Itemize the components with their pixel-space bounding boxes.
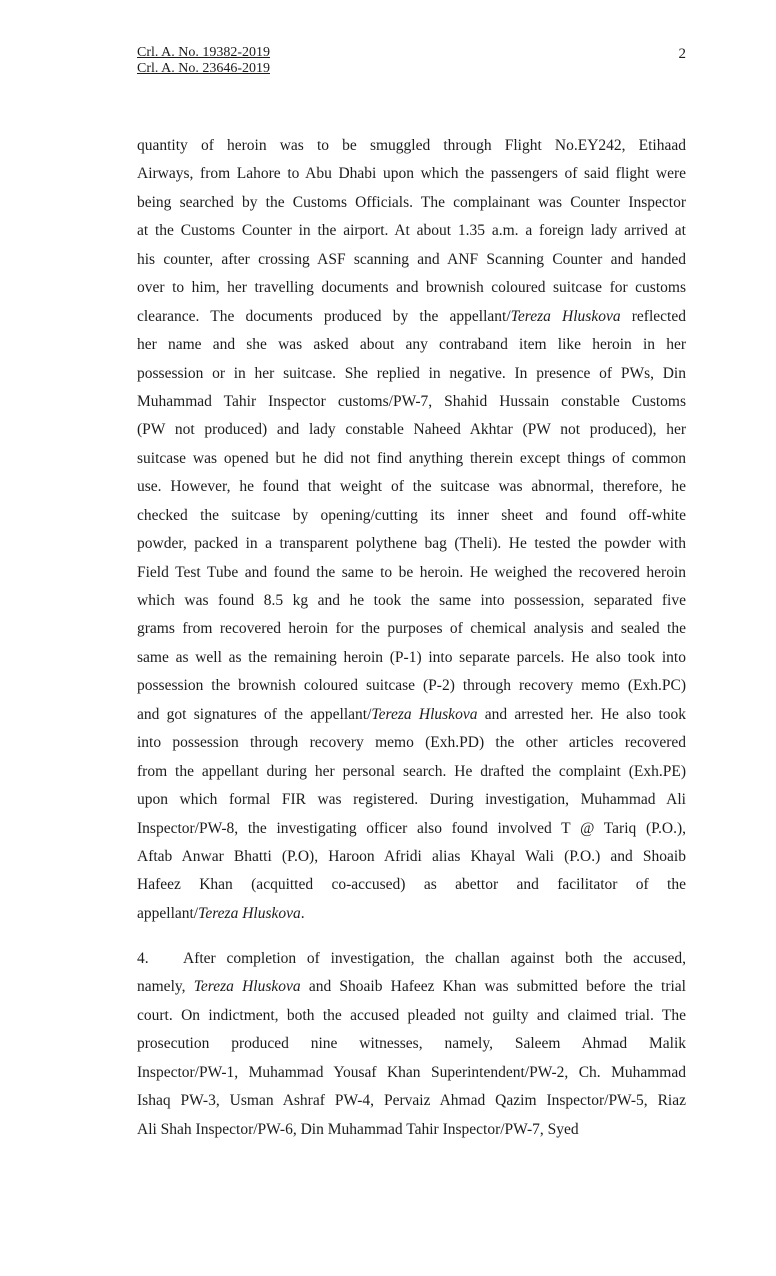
paragraph-4 bbox=[137, 945, 686, 1144]
page-number: 2 bbox=[678, 46, 686, 62]
text-segment: Aftab Anwar Bhatti (P.O), Haroon Afridi alias Khayal Wali (P.O.) and Shoaib bbox=[137, 847, 686, 865]
text-segment: court. On indictment, both the accused pleaded not guilty and claimed trial. The bbox=[137, 1006, 686, 1024]
text-segment: her name and she was asked about any contraband item like heroin in her bbox=[137, 336, 686, 354]
text-segment: Ali Shah Inspector/PW-6, Din Muhammad Tahir Inspector/PW-7, Syed bbox=[137, 1120, 579, 1138]
text-segment: Hafeez Khan (acquitted co-accused) as abettor and facilitator of the bbox=[137, 876, 686, 894]
text-segment: reflected bbox=[620, 307, 686, 325]
italic-name: Tereza Hluskova bbox=[510, 307, 621, 325]
text-line bbox=[137, 274, 686, 302]
text-line bbox=[137, 217, 686, 245]
text-segment: . bbox=[300, 904, 305, 922]
text-segment: his counter, after crossing ASF scanning and ANF Scanning Counter and handed bbox=[137, 250, 686, 268]
text-segment: Airways, from Lahore to Abu Dhabi upon which the passengers of said flight were bbox=[137, 165, 686, 183]
text-line bbox=[137, 132, 686, 160]
italic-name: Tereza Hluskova bbox=[198, 904, 301, 922]
text-segment: quantity of heroin was to be smuggled through Flight No.EY242, Etihaad bbox=[137, 137, 686, 154]
text-line bbox=[137, 900, 686, 928]
text-line bbox=[137, 672, 686, 700]
text-line bbox=[137, 530, 686, 558]
text-line bbox=[137, 701, 686, 729]
text-line bbox=[137, 587, 686, 615]
text-segment: powder, packed in a transparent polythene bag (Theli). He tested the powder with bbox=[137, 535, 686, 553]
text-segment: clearance. The documents produced by the appellant/ bbox=[137, 307, 511, 325]
text-line bbox=[137, 303, 686, 331]
text-segment: possession the brownish coloured suitcase (P-2) through recovery memo (Exh.PC) bbox=[137, 677, 686, 695]
text-line bbox=[137, 360, 686, 388]
text-line bbox=[137, 331, 686, 359]
text-segment: from the appellant during her personal search. He drafted the complaint (Exh.PE) bbox=[137, 762, 686, 780]
text-segment: prosecution produced nine witnesses, namely, Saleem Ahmad Malik bbox=[137, 1035, 686, 1053]
text-line bbox=[137, 615, 686, 643]
text-segment: namely, bbox=[137, 978, 194, 996]
text-segment: Inspector/PW-1, Muhammad Yousaf Khan Superintendent/PW-2, Ch. Muhammad bbox=[137, 1063, 686, 1081]
text-segment: upon which formal FIR was registered. During investigation, Muhammad Ali bbox=[137, 791, 686, 809]
text-segment: checked the suitcase by opening/cutting its inner sheet and found off-white bbox=[137, 506, 686, 524]
text-segment: being searched by the Customs Officials. The complainant was Counter Inspector bbox=[137, 193, 686, 211]
text-segment: use. However, he found that weight of the suitcase was abnormal, therefore, he bbox=[137, 478, 686, 496]
text-line bbox=[137, 388, 686, 416]
text-line bbox=[137, 160, 686, 188]
text-segment: (PW not produced) and lady constable Naheed Akhtar (PW not produced), her bbox=[137, 421, 686, 439]
text-line bbox=[137, 729, 686, 757]
text-segment: suitcase was opened but he did not find anything therein except things of common bbox=[137, 449, 686, 467]
text-segment: over to him, her travelling documents and brownish coloured suitcase for customs bbox=[137, 279, 686, 297]
text-line bbox=[137, 246, 686, 274]
text-segment: which was found 8.5 kg and he took the same into possession, separated five bbox=[137, 592, 686, 609]
text-line bbox=[137, 559, 686, 587]
text-line bbox=[137, 815, 686, 843]
text-segment: Muhammad Tahir Inspector customs/PW-7, Shahid Hussain constable Customs bbox=[137, 392, 686, 410]
text-line bbox=[137, 786, 686, 814]
text-segment: at the Customs Counter in the airport. At about 1.35 a.m. a foreign lady arrived at bbox=[137, 222, 686, 240]
text-line bbox=[137, 416, 686, 444]
italic-name: Tereza Hluskova bbox=[193, 978, 301, 996]
text-line bbox=[137, 445, 686, 473]
text-segment: Ishaq PW-3, Usman Ashraf PW-4, Pervaiz Ahmad Qazim Inspector/PW-5, Riaz bbox=[137, 1092, 686, 1110]
text-line bbox=[137, 473, 686, 501]
text-segment: possession or in her suitcase. She replied in negative. In presence of PWs, Din bbox=[137, 364, 686, 382]
case-number-2: Crl. A. No. 23646-2019 bbox=[137, 61, 270, 76]
text-segment: After completion of investigation, the challan against both the accused, bbox=[183, 950, 686, 967]
text-line bbox=[137, 871, 686, 899]
text-line bbox=[137, 189, 686, 217]
text-line bbox=[137, 758, 686, 786]
text-line bbox=[137, 1059, 686, 1087]
text-line bbox=[137, 1002, 686, 1030]
text-line bbox=[137, 1116, 686, 1144]
text-line bbox=[137, 1030, 686, 1058]
italic-name: Tereza Hluskova bbox=[371, 705, 478, 723]
text-line bbox=[137, 945, 686, 973]
case-number-1: Crl. A. No. 19382-2019 bbox=[137, 45, 270, 60]
paragraph-continued bbox=[137, 132, 686, 928]
text-segment: and Shoaib Hafeez Khan was submitted before the trial bbox=[300, 978, 686, 996]
text-segment: and got signatures of the appellant/ bbox=[137, 705, 372, 723]
text-segment: grams from recovered heroin for the purposes of chemical analysis and sealed the bbox=[137, 620, 686, 638]
text-line bbox=[137, 644, 686, 672]
text-segment: and arrested her. He also took bbox=[477, 705, 686, 723]
case-number-header bbox=[137, 45, 270, 77]
text-segment: Field Test Tube and found the same to be heroin. He weighed the recovered heroin bbox=[137, 563, 686, 581]
text-line bbox=[137, 843, 686, 871]
text-line bbox=[137, 502, 686, 530]
text-segment: Inspector/PW-8, the investigating officer also found involved T @ Tariq (P.O.), bbox=[137, 819, 686, 837]
text-segment: same as well as the remaining heroin (P-1) into separate parcels. He also took into bbox=[137, 648, 686, 666]
text-segment: appellant/ bbox=[137, 904, 199, 922]
text-line bbox=[137, 973, 686, 1001]
paragraph-number: 4. bbox=[137, 950, 149, 967]
text-line bbox=[137, 1087, 686, 1115]
text-segment: into possession through recovery memo (Exh.PD) the other articles recovered bbox=[137, 734, 686, 752]
